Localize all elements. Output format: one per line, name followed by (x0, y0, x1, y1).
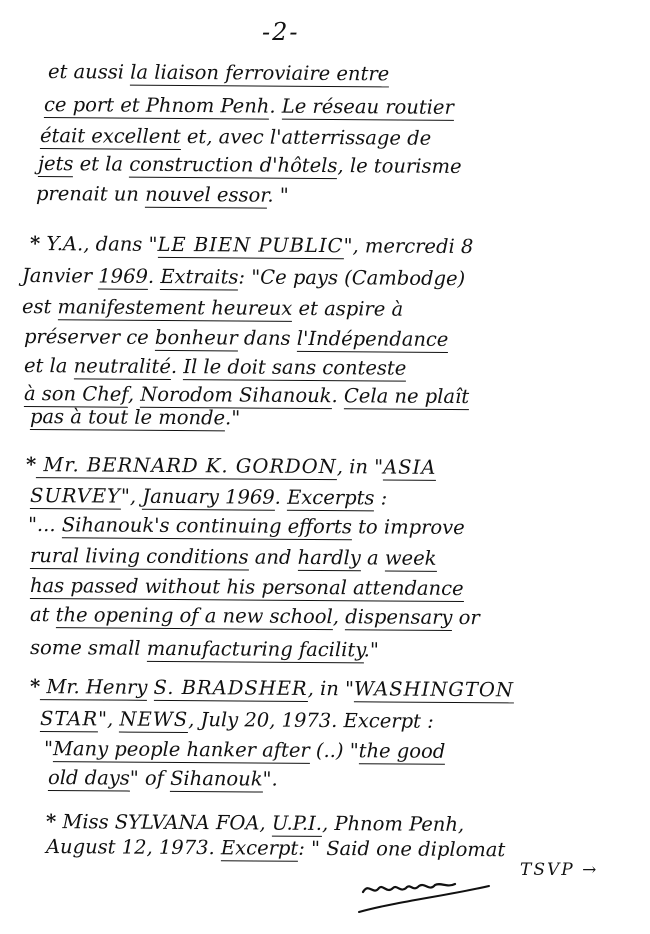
underlined-text: manifestement heureux (57, 295, 293, 320)
text-segment: et la (73, 152, 130, 176)
text-line-1 (48, 60, 650, 87)
underlined-text: old days (47, 766, 130, 790)
text-segment: , in " (336, 455, 384, 479)
text-segment: ", (97, 707, 120, 731)
text-segment: or (452, 605, 480, 630)
underlined-text: Excerpts (287, 485, 375, 510)
text-segment: a (360, 546, 385, 570)
underlined-text: 1969 (98, 264, 149, 288)
text-line-12 (30, 405, 650, 432)
underlined-text: manufacturing facility (146, 636, 364, 662)
text-line-4 (38, 152, 650, 179)
underlined-text: jets (37, 152, 74, 176)
text-line-10 (24, 354, 650, 381)
text-segment: Janvier (21, 264, 99, 288)
bullet-asterisk: * (25, 453, 37, 477)
text-segment: , July 20, 1973. Excerpt : (188, 708, 434, 733)
text-line-23 (48, 766, 650, 793)
text-segment: Miss SYLVANA FOA (56, 810, 260, 835)
underlined-text: Mr. Henry (40, 675, 148, 699)
text-segment: , (259, 811, 272, 835)
text-segment: August 12, 1973. (45, 835, 222, 860)
underlined-text: STAR (39, 707, 99, 731)
underlined-text: Sihanouk's continuing efforts (61, 513, 353, 539)
text-segment: dans (237, 326, 297, 350)
bullet-asterisk: * (29, 675, 41, 699)
text-segment: et, avec l'atterrissage de (180, 124, 432, 150)
underlined-text: neutralité (73, 354, 172, 379)
text-line-6 (30, 232, 650, 259)
text-segment: ", (120, 484, 143, 508)
text-line-14 (30, 484, 650, 511)
handwritten-signature (355, 872, 495, 922)
text-segment: , in " (307, 676, 355, 701)
underlined-text: ce port et Phnom Penh (43, 93, 270, 118)
underlined-text: bonheur (154, 325, 238, 350)
underlined-text: pas à tout le monde (29, 405, 226, 430)
text-segment: . (331, 384, 344, 408)
bullet-asterisk: * (45, 810, 57, 834)
text-line-18 (30, 603, 650, 630)
underlined-text: Mr. BERNARD K. GORDON (36, 453, 337, 479)
underlined-text: Extraits (160, 264, 239, 289)
text-line-3 (40, 124, 650, 151)
underlined-text: Many people hanker after (52, 737, 310, 762)
text-segment: et la (23, 354, 74, 378)
text-segment: , Phnom Penh, (321, 811, 465, 836)
underlined-text: Le réseau routier (281, 94, 454, 119)
tsvp-note: TSVP → (520, 860, 599, 880)
underlined-text: WASHINGTON (353, 677, 515, 702)
underlined-text: Il le doit sans conteste (183, 355, 407, 380)
underlined-text: Sihanouk (170, 766, 263, 791)
underlined-text: Norodom Sihanouk (140, 382, 332, 408)
underlined-text: la liaison ferroviaire entre (130, 60, 390, 86)
underlined-text: nouvel essor (145, 182, 268, 207)
text-segment: prenait un (35, 182, 146, 206)
text-segment: : (374, 486, 388, 510)
underlined-text: U.P.I. (271, 811, 323, 835)
underlined-text: the good (358, 739, 446, 763)
text-line-19 (30, 636, 650, 663)
text-line-17 (30, 574, 650, 601)
underlined-text: construction d'hôtels (129, 152, 338, 178)
text-line-13 (26, 453, 650, 480)
text-segment: : "Ce pays (Cambodge) (238, 265, 466, 291)
underlined-text: SURVEY (29, 484, 122, 508)
underlined-text: Excerpt (220, 836, 299, 860)
underlined-text: LE BIEN PUBLIC (157, 232, 344, 258)
text-segment: , le tourisme (337, 154, 462, 178)
underlined-text: the opening of a new school (55, 603, 333, 629)
text-segment: ." (225, 406, 241, 430)
text-line-9 (24, 325, 650, 352)
underlined-text: week (384, 546, 437, 570)
text-segment: ". (262, 767, 278, 791)
underlined-text: à son Chef (23, 382, 128, 406)
text-segment: , dans " (83, 232, 158, 256)
text-segment: : " Said one diplomat (298, 836, 506, 862)
text-segment: . (274, 485, 288, 509)
underlined-text: has passed without his personal attendance (29, 574, 464, 601)
underlined-text: NEWS (119, 707, 189, 732)
underlined-text: ASIA (383, 455, 437, 479)
text-segment: some small (29, 636, 147, 660)
text-segment (147, 676, 153, 699)
text-segment: . (147, 264, 161, 288)
text-segment: . (170, 355, 184, 379)
text-segment: to improve (351, 515, 465, 540)
page-number: -2- (262, 18, 300, 46)
text-line-22 (44, 737, 650, 764)
underlined-text: dispensary (345, 605, 453, 629)
text-segment: ." (363, 638, 379, 662)
text-segment: est (21, 295, 58, 319)
text-segment: " (43, 737, 54, 761)
text-segment: (..) " (309, 738, 359, 763)
text-segment: Y.A. (40, 232, 84, 256)
text-segment: . (269, 94, 282, 118)
text-line-5 (36, 182, 650, 209)
underlined-text: l'Indépendance (296, 326, 449, 351)
text-segment: et aspire à (292, 296, 404, 321)
text-segment: , (332, 605, 346, 629)
underlined-text: rural living conditions (29, 544, 249, 569)
text-line-21 (40, 707, 650, 734)
text-segment: préserver ce (23, 325, 156, 349)
underlined-text: était excellent (39, 124, 181, 148)
text-segment: "... (27, 513, 62, 537)
text-segment: , (127, 382, 141, 406)
text-line-16 (30, 544, 650, 571)
text-segment: ", mercredi 8 (343, 234, 474, 259)
text-segment: et aussi (47, 60, 131, 84)
text-line-25 (46, 835, 650, 862)
text-segment: and (248, 545, 298, 569)
text-segment: . " (267, 183, 289, 207)
underlined-text: S. BRADSHER (153, 675, 308, 700)
text-line-24 (46, 810, 650, 837)
text-line-2 (44, 93, 650, 120)
text-line-20 (30, 675, 650, 702)
underlined-text: Cela ne plaît (343, 384, 470, 409)
text-segment: " of (129, 766, 171, 790)
text-line-7 (22, 264, 650, 291)
underlined-text: January 1969 (142, 484, 275, 509)
underlined-text: hardly (297, 545, 361, 570)
text-segment: at (29, 603, 56, 627)
bullet-asterisk: * (29, 232, 41, 256)
text-line-8 (22, 295, 650, 322)
text-line-15 (28, 513, 650, 540)
